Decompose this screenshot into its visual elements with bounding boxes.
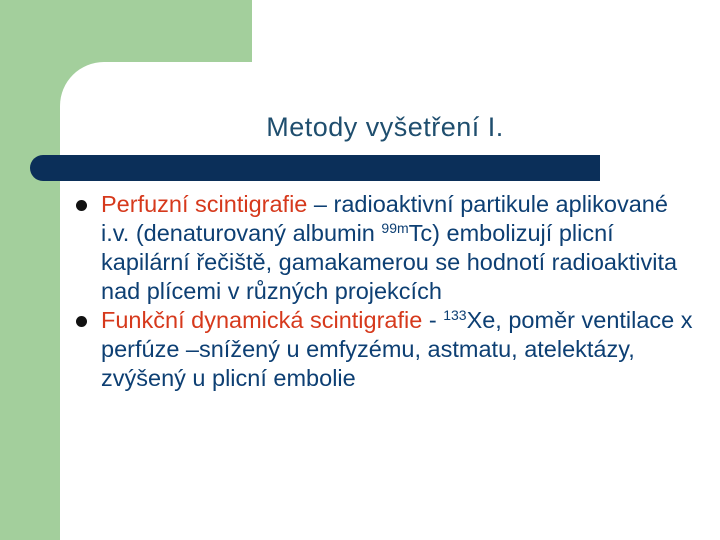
slide-title: Metody vyšetření I. — [266, 112, 504, 142]
bullet-text: - — [422, 307, 444, 333]
isotope-superscript: 99m — [381, 220, 409, 236]
bullet-text: – radioaktivní partikule aplikované i.v. (denaturovaný albumin — [101, 191, 668, 246]
bullet-highlight: Funkční dynamická scintigrafie — [101, 307, 423, 333]
bullet-text-continued: Xe, poměr ventilace x perfúze –snížený u emfyzému, astmatu, atelektázy, zvýšený u plicní embolie — [101, 307, 693, 391]
bullet-highlight: Perfuzní scintigrafie — [101, 191, 308, 217]
bullet-dot-icon — [76, 200, 87, 211]
slide-body — [76, 190, 696, 393]
bullet-text-continued: Tc) embolizují plicní kapilární řečiště, gamakamerou se hodnotí radioaktivita nad plícemi v různých projekcích — [101, 220, 678, 304]
bullet-item-perfusion — [76, 190, 696, 306]
title-underline-bar — [30, 155, 600, 181]
isotope-superscript: 133 — [443, 307, 467, 323]
bullet-dot-icon — [76, 316, 87, 327]
bullet-item-dynamic — [76, 306, 696, 393]
